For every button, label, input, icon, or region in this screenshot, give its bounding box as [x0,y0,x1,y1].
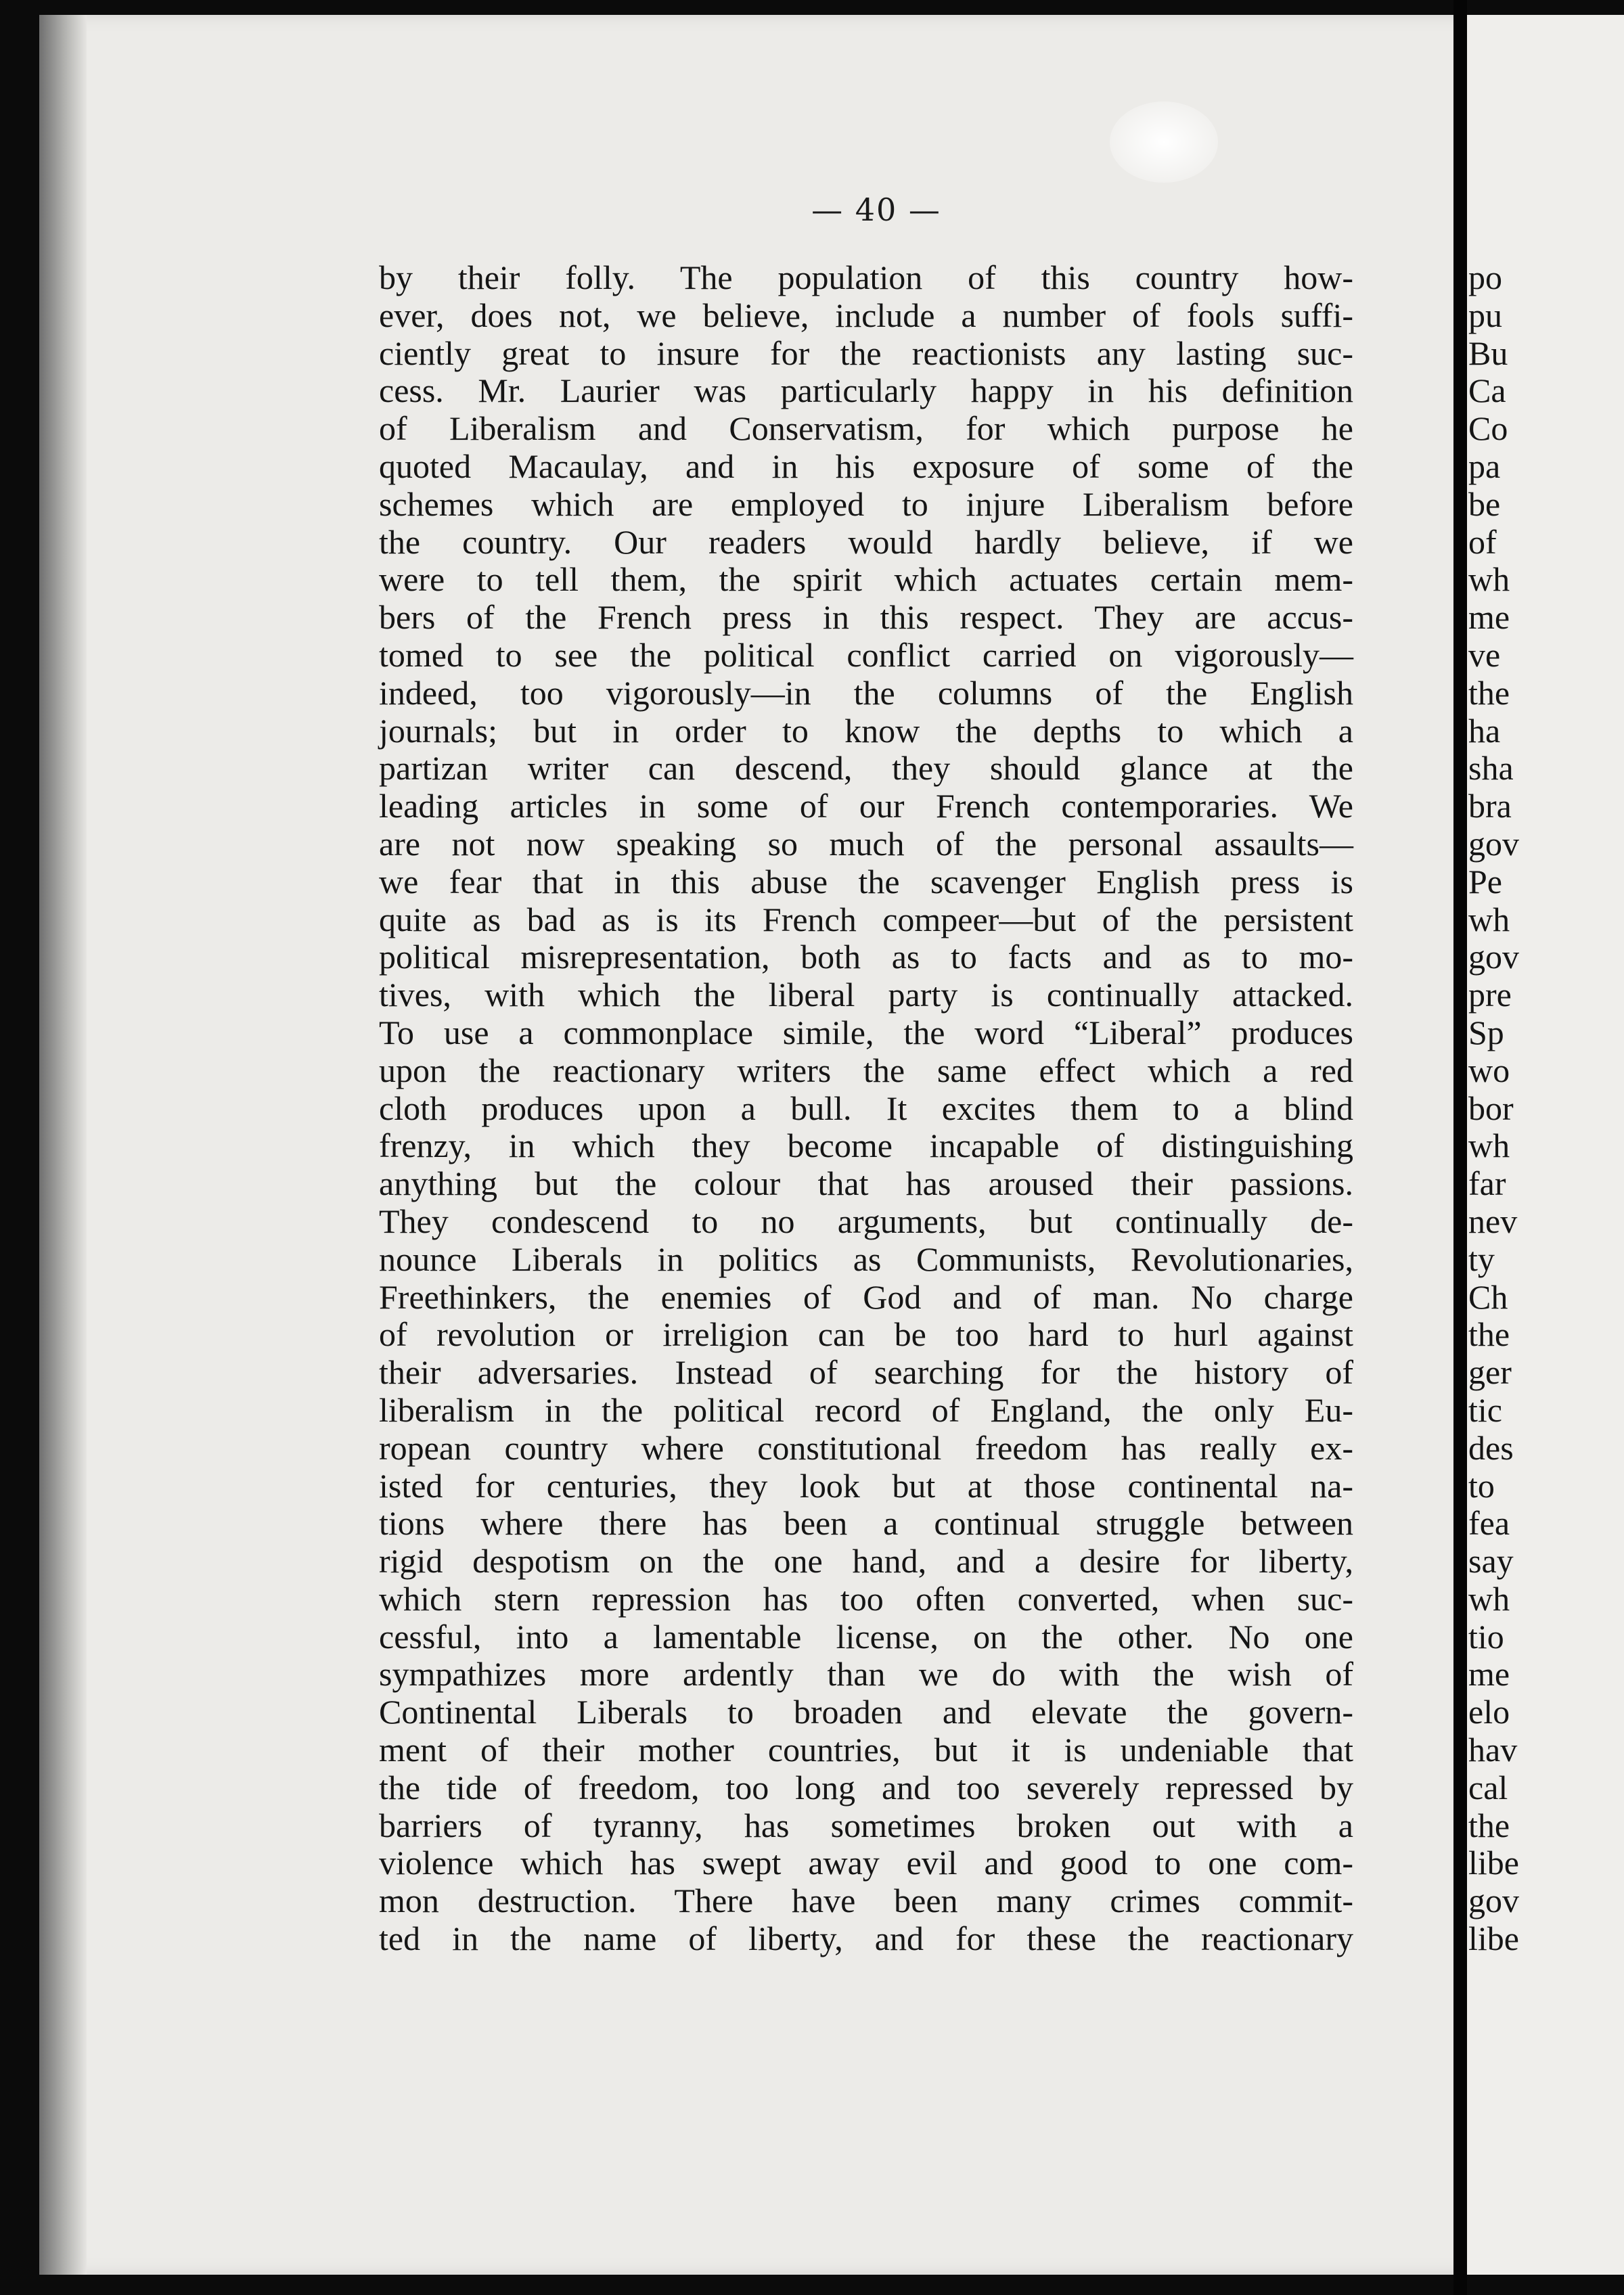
facing-page-line: pa [1468,447,1501,485]
text-line: which stern repression has too often converted, when suc- [379,1579,1353,1618]
text-line: ciently great to insure for the reactionists any lasting suc- [379,334,1353,372]
text-line: quoted Macaulay, and in his exposure of some of the [379,447,1353,485]
facing-page-line: ger [1468,1353,1512,1392]
facing-page-line: Co [1468,409,1508,448]
text-line: the country. Our readers would hardly believe, if we [379,522,1353,561]
facing-page-line: Sp [1468,1013,1504,1051]
text-line: ted in the name of liberty, and for these the reactionary [379,1919,1353,1958]
text-line: tives, with which the liberal party is continually attacked. [379,976,1353,1014]
text-line: cessful, into a lamentable license, on the other. No one [379,1617,1353,1656]
text-line: They condescend to no arguments, but continually de- [379,1202,1353,1240]
text-line: cess. Mr. Laurier was particularly happy in his definition [379,371,1353,410]
facing-page-line: des [1468,1428,1514,1467]
facing-page-line: the [1468,1806,1510,1844]
facing-page-line: to [1468,1466,1495,1505]
text-line: ropean country where constitutional freedom has really ex- [379,1428,1353,1467]
text-line: of revolution or irreligion can be too hard to hurl against [379,1315,1353,1354]
scan-smudge [1110,101,1218,183]
text-line: violence which has swept away evil and good to one com- [379,1844,1353,1882]
text-line: To use a commonplace simile, the word “Liberal” produces [379,1013,1353,1051]
text-line: liberalism in the political record of England, the only Eu- [379,1390,1353,1429]
facing-page-line: wh [1468,900,1510,938]
facing-page-line: cal [1468,1768,1508,1807]
facing-page-line: ty [1468,1240,1495,1278]
text-line: anything but the colour that has aroused their passions. [379,1164,1353,1203]
facing-page-line: far [1468,1164,1506,1203]
facing-page-line: nev [1468,1202,1518,1240]
facing-page-line: fea [1468,1504,1510,1543]
text-line: political misrepresentation, both as to facts and as to mo- [379,938,1353,976]
facing-page-line: say [1468,1542,1514,1581]
text-line: barriers of tyranny, has sometimes broken out with a [379,1806,1353,1844]
facing-page-line: wh [1468,1127,1510,1165]
facing-page-line: wo [1468,1051,1510,1089]
facing-page-line: Bu [1468,334,1508,372]
facing-page-line: gov [1468,824,1519,863]
facing-page-line: wh [1468,1579,1510,1618]
facing-page-line: tio [1468,1617,1504,1656]
facing-page-line: elo [1468,1693,1510,1731]
text-line: Freethinkers, the enemies of God and of man. No charge [379,1277,1353,1316]
text-line: ment of their mother countries, but it is undeniable that [379,1731,1353,1769]
facing-page-line: wh [1468,560,1510,599]
text-line: we fear that in this abuse the scavenger English press is [379,862,1353,901]
text-line: were to tell them, the spirit which actuates certain mem- [379,560,1353,599]
facing-page-line: of [1468,522,1497,561]
text-line: tomed to see the political conflict carried on vigorously— [379,635,1353,674]
facing-page-line: ha [1468,711,1501,750]
text-line: mon destruction. There have been many crimes commit- [379,1882,1353,1920]
facing-page-line: tic [1468,1390,1502,1429]
facing-page-line: po [1468,258,1502,296]
text-line: partizan writer can descend, they should glance at the [379,749,1353,788]
text-line: by their folly. The population of this country how- [379,258,1353,296]
facing-page-line: ve [1468,635,1501,674]
facing-page-line: the [1468,1315,1510,1354]
text-line: ever, does not, we believe, include a number of fools suffi- [379,296,1353,334]
facing-page-line: Ca [1468,371,1506,410]
text-line: journals; but in order to know the depths to which a [379,711,1353,750]
text-line: nounce Liberals in politics as Communists, Revolutionaries, [379,1240,1353,1278]
facing-page-line: hav [1468,1731,1518,1769]
facing-page-line: Pe [1468,862,1502,901]
facing-page-line: me [1468,1655,1510,1694]
page-number: — 40 — [811,191,941,228]
facing-page-text [1468,259,1519,1958]
text-line: bers of the French press in this respect. They are accus- [379,598,1353,637]
text-line: are not now speaking so much of the personal assaults— [379,824,1353,863]
text-line: their adversaries. Instead of searching for the history of [379,1353,1353,1392]
facing-page-line: pre [1468,976,1512,1014]
facing-page-line: bor [1468,1089,1514,1127]
facing-page-line: gov [1468,1882,1519,1920]
facing-page-line: libe [1468,1844,1519,1882]
text-line: leading articles in some of our French contemporaries. We [379,787,1353,825]
body-text [379,259,1353,1958]
text-line: isted for centuries, they look but at those continental na- [379,1466,1353,1505]
text-line: cloth produces upon a bull. It excites them to a blind [379,1089,1353,1127]
page-gutter [1453,0,1467,2295]
text-line: frenzy, in which they become incapable of distinguishing [379,1127,1353,1165]
text-line: indeed, too vigorously—in the columns of the English [379,673,1353,712]
facing-page-line: Ch [1468,1277,1508,1316]
facing-page-line: bra [1468,787,1512,825]
facing-page-line: the [1468,673,1510,712]
text-line: upon the reactionary writers the same effect which a red [379,1051,1353,1089]
text-line: tions where there has been a continual struggle between [379,1504,1353,1543]
text-line: of Liberalism and Conservatism, for which purpose he [379,409,1353,448]
text-line: schemes which are employed to injure Liberalism before [379,484,1353,523]
facing-page-line: pu [1468,296,1502,334]
text-line: Continental Liberals to broaden and elevate the govern- [379,1693,1353,1731]
text-line: rigid despotism on the one hand, and a desire for liberty, [379,1542,1353,1581]
text-line: sympathizes more ardently than we do with the wish of [379,1655,1353,1694]
facing-page-line: me [1468,598,1510,637]
facing-page-line: gov [1468,938,1519,976]
facing-page-line: sha [1468,749,1514,788]
facing-page-line: be [1468,484,1501,523]
text-line: the tide of freedom, too long and too severely repressed by [379,1768,1353,1807]
page-binding-shadow [39,15,87,2275]
facing-page-line: libe [1468,1919,1519,1958]
text-line: quite as bad as is its French compeer—but of the persistent [379,900,1353,938]
